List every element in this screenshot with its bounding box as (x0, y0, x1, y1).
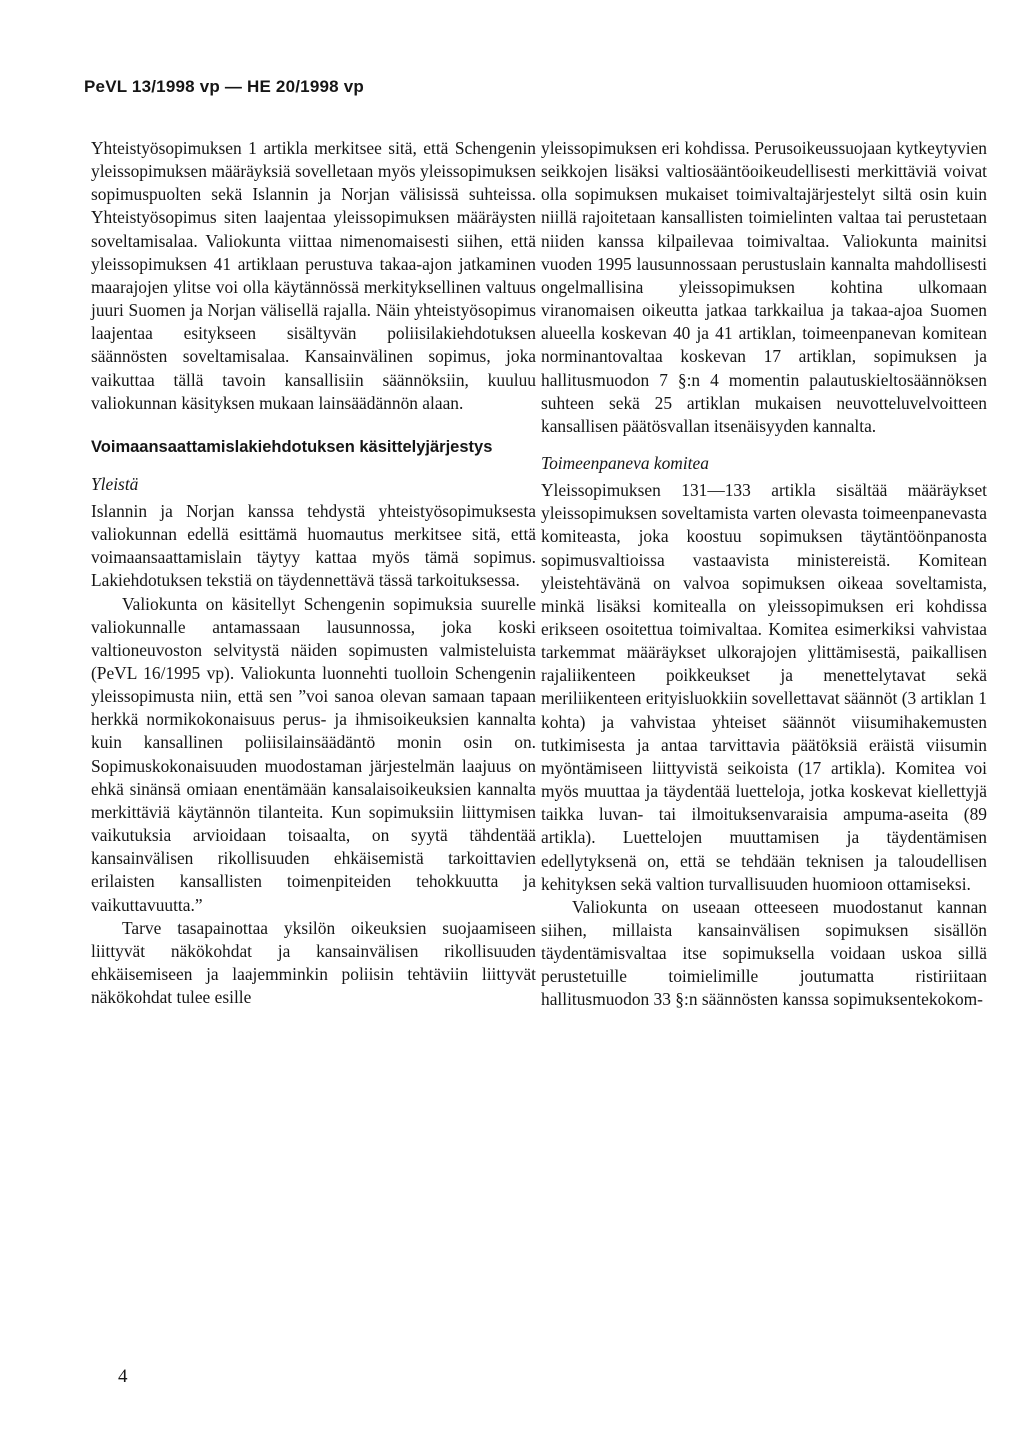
subheading: Yleistä (91, 473, 139, 494)
body-paragraph: Tarve tasapainottaa yksilön oikeuksien suojaamiseen liittyvät näkökohdat ja kansainvälisen rikollisuuden ehkäisemiseen ja laajemminkin poliisin tehtäviin liittyvät näkökohdat tulee esille (91, 917, 536, 1008)
body-paragraph: Valiokunta on useaan otteeseen muodostanut kannan siihen, millaista kansainvälisen sopimuksen sisällön täydentämisvaltaa itse sopimuksella voidaan uskoa sillä perustetuille toimielimille joutumatta ristiriitaan hallitusmuodon 33 §:n säännösten kanssa sopimuksentekokom- (541, 896, 987, 1010)
running-header: PeVL 13/1998 vp — HE 20/1998 vp (84, 77, 364, 96)
page-number: 4 (118, 1366, 128, 1387)
body-paragraph: yleissopimuksen eri kohdissa. Perusoikeussuojaan kytkeytyvien seikkojen lisäksi valtiosääntöoikeudellisesti merkittäviä voivat olla sopimuksen mukaiset toimivaltajärjestelyt siltä osin kuin niillä rajoitetaan kansallisten toimielinten valtaa tai perustetaan niiden kanssa kilpailevaa toimivaltaa. Valiokunta mainitsi vuoden 1995 lausunnossaan perustuslain kannalta mahdollisesti ongelmallisina yleissopimuksen kohtina ulkomaan viranomaisen oikeutta jatkaa tarkkailua ja takaa-ajoa Suomen alueella koskevan 40 ja 41 artiklan, toimeenpanevan komitean norminantovaltaa koskevan 17 artiklan, sopimuksen ja hallitusmuodon 7 §:n 4 momentin palautuskieltosäännöksen suhteen sekä 25 artiklan mukaisen neuvotteluvelvoitteen kansallisen päätösvallan itsenäisyyden kannalta. (541, 138, 987, 436)
right-column (541, 137, 987, 1012)
body-paragraph: Valiokunta on käsitellyt Schengenin sopimuksia suurelle valiokunnalle antamassaan lausunnossa, joka koski valtioneuvoston selvitystä näiden sopimusten valmisteluista (PeVL 16/1995 vp). Valiokunta luonnehti tuolloin Schengenin yleissopimusta niin, että sen ”voi sanoa olevan samaan tapaan herkkä normikokonaisuus perus- ja ihmisoikeuksien kannalta kuin kansallinen poliisilainsäädäntö monin osin on. Sopimuskokonaisuuden muodostaman järjestelmän laajuus on ehkä sinänsä omiaan enentämään kansalaisoikeuksien kannalta merkittäviä käytännön tilanteita. Kun sopimuksiin liittymisen vaikutuksia arvioidaan toisaalta, on syytä tähdentää kansainvälisen rikollisuuden ehkäisemistä tarkoittavien erilaisten kansallisten toimenpiteiden tehokkuutta ja vaikuttavuutta.” (91, 593, 536, 915)
body-paragraph: Yleissopimuksen 131—133 artikla sisältää määräykset yleissopimuksen soveltamista varten olevasta toimeenpanevasta komiteasta, joka koostuu sopimuksen täytäntöönpanosta sopimusvaltioissa vastaavista ministereistä. Komitean yleistehtävänä on valvoa sopimuksen oikeaa soveltamista, minkä lisäksi komitealla on yleissopimuksen eri kohdissa erikseen osoitettua toimivaltaa. Komitea esimerkiksi vahvistaa tarkemmat määräykset ulkorajojen ylittämisestä, paikallisen rajaliikenteen poikkeukset ja menettelytavat sekä meriliikenteen erityisluokkiin sovellettavat säännöt (3 artiklan 1 kohta) ja vahvistaa yhteiset säännöt viisumihakemusten tutkimisesta ja antaa tarvittavia päätöksiä eräistä viisumin myöntämiseen liittyvistä seikoista (17 artikla). Komitea voi myös muuttaa ja täydentää luetteloja, jotka koskevat kiellettyjä taikka luvan- tai ilmoituksenvaraisia ampuma-aseita (89 artikla). Luettelojen muuttamisen ja täydentämisen edellytyksenä on, että se tehdään teknisen ja taloudellisen kehityksen sekä valtion turvallisuuden huomioon ottamiseksi. (541, 480, 987, 894)
section-heading: Voimaansaattamislakiehdotuksen käsittelyjärjestys (91, 437, 493, 456)
left-column (91, 137, 536, 1009)
subheading: Toimeenpaneva komitea (541, 453, 709, 474)
body-paragraph: Islannin ja Norjan kanssa tehdystä yhteistyösopimuksesta valiokunnan edellä esittämä huomautus merkitsee sitä, että voimaansaattamislain täytyy kattaa myös tämä sopimus. Lakiehdotuksen tekstiä on täydennettävä tässä tarkoituksessa. (91, 500, 536, 591)
body-paragraph: Yhteistyösopimuksen 1 artikla merkitsee sitä, että Schengenin yleissopimuksen määräyksiä sovelletaan myös yleissopimuksen sopimuspuolten sekä Islannin ja Norjan välisissä suhteissa. Yhteistyösopimus siten laajentaa yleissopimuksen määräysten soveltamisalaa. Valiokunta viittaa nimenomaisesti siihen, että yleissopimuksen 41 artiklaan perustuva takaa-ajon jatkaminen maarajojen ylitse voi olla käytännössä merkityksellinen valtuus juuri Suomen ja Norjan välisellä rajalla. Näin yhteistyösopimus laajentaa esitykseen sisältyvän poliisilakiehdotuksen säännösten soveltamisalaa. Kansainvälinen sopimus, joka vaikuttaa tällä tavoin kansallisiin säännöksiin, kuuluu valiokunnan käsityksen mukaan lainsäädännön alaan. (91, 138, 536, 413)
